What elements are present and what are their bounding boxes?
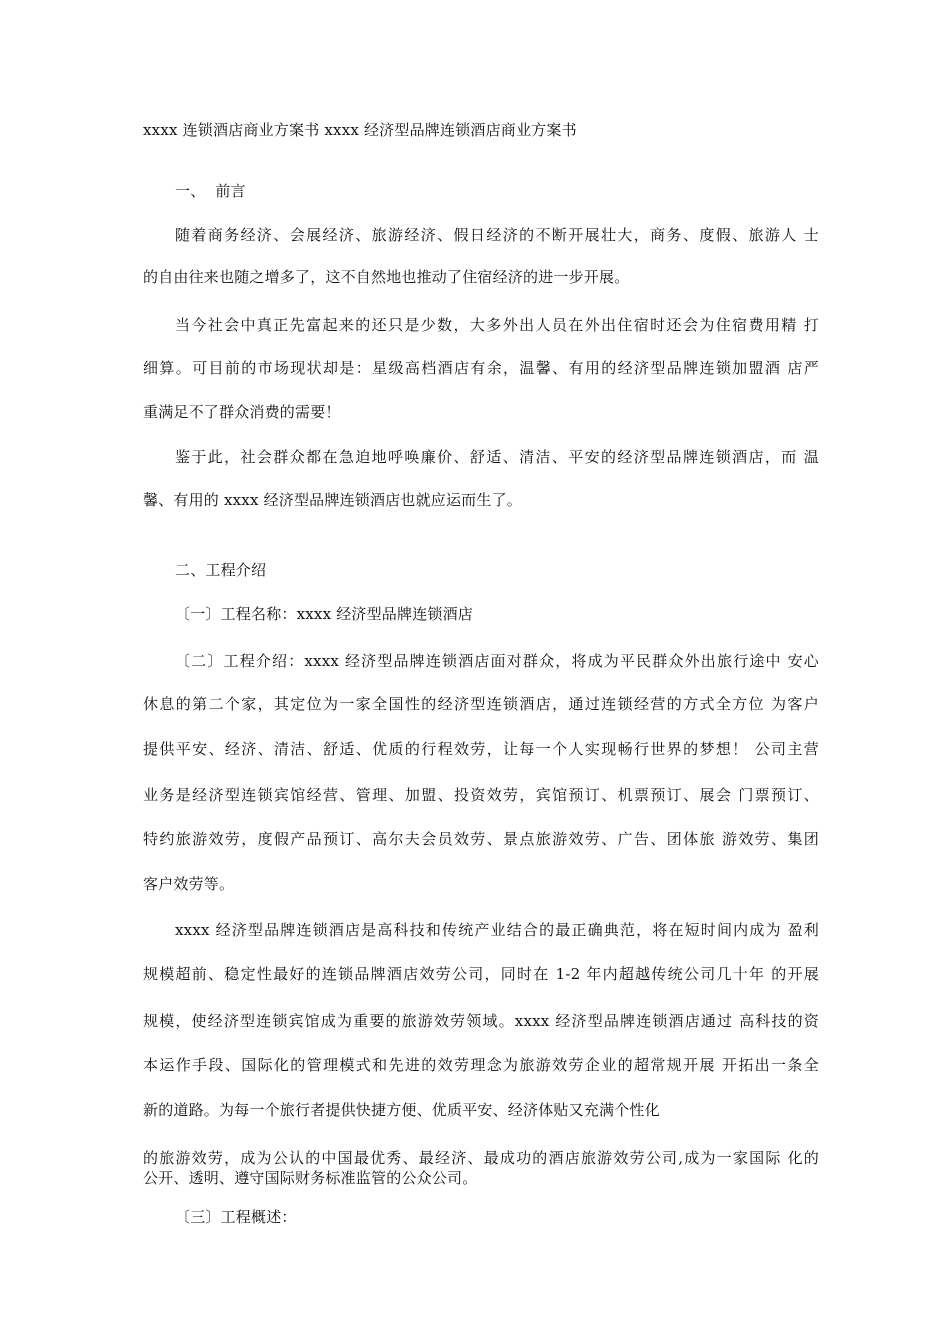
paragraph-line: 的自由往来也随之增多了，这不自然地也推动了住宿经济的进一步开展。: [143, 268, 630, 286]
paragraph-line: 鉴于此，社会群众都在急迫地呼唤廉价、舒适、清洁、平安的经济型品牌连锁酒店，而 温: [175, 448, 819, 466]
paragraph-line: 新的道路。为每一个旅行者提供快捷方便、优质平安、经济体贴又充满个性化: [143, 1101, 660, 1119]
paragraph-line: 休息的第二个家，其定位为一家全国性的经济型连锁酒店，通过连锁经营的方式全方位 为客户: [143, 695, 819, 713]
paragraph-line: 细算。可目前的市场现状却是：星级高档酒店有余，温馨、有用的经济型品牌连锁加盟酒 店严: [143, 359, 819, 377]
paragraph-line: 馨、有用的 xxxx 经济型品牌连锁酒店也就应运而生了。: [143, 491, 522, 509]
paragraph-line: 业务是经济型连锁宾馆经营、管理、加盟、投资效劳，宾馆预订、机票预订、展会 门票预订、: [143, 786, 819, 804]
paragraph-line: 〔二〕工程介绍：xxxx 经济型品牌连锁酒店面对群众，将成为平民群众外出旅行途中 安心: [175, 652, 819, 670]
paragraph-line: 特约旅游效劳，度假产品预订、高尔夫会员效劳、景点旅游效劳、广告、团体旅 游效劳、集团: [143, 830, 819, 848]
paragraph-line: 随着商务经济、会展经济、旅游经济、假日经济的不断开展壮大，商务、度假、旅游人 士: [175, 226, 819, 244]
section-heading-preface: 一、 前言: [175, 182, 246, 200]
paragraph-line: 提供平安、经济、清洁、舒适、优质的行程效劳，让每一个人实现畅行世界的梦想！ 公司主营: [143, 740, 819, 758]
paragraph-line: 公开、透明、遵守国际财务标准监管的公众公司。: [143, 1169, 478, 1187]
paragraph-line: 客户效劳等。: [143, 875, 235, 893]
section-heading-project: 二、工程介绍: [175, 561, 267, 579]
project-name-item: 〔一〕工程名称：xxxx 经济型品牌连锁酒店: [175, 605, 474, 623]
paragraph-line: xxxx 经济型品牌连锁酒店是高科技和传统产业结合的最正确典范，将在短时间内成为 盈利: [175, 921, 819, 939]
paragraph-line: 重满足不了群众消费的需要！: [143, 403, 341, 421]
paragraph-line: 当今社会中真正先富起来的还只是少数，大多外出人员在外出住宿时还会为住宿费用精 打: [175, 316, 819, 334]
paragraph-line: 规模超前、稳定性最好的连锁品牌酒店效劳公司，同时在 1-2 年内超越传统公司几十年 的开展: [143, 965, 819, 983]
paragraph-line: 规模，使经济型连锁宾馆成为重要的旅游效劳领域。xxxx 经济型品牌连锁酒店通过 高科技的资: [143, 1012, 819, 1030]
paragraph-line: 的旅游效劳，成为公认的中国最优秀、最经济、最成功的酒店旅游效劳公司,成为一家国际 化的: [143, 1149, 819, 1167]
document-title: xxxx 连锁酒店商业方案书 xxxx 经济型品牌连锁酒店商业方案书: [143, 121, 577, 139]
project-overview-item: 〔三〕工程概述：: [175, 1208, 297, 1226]
paragraph-line: 本运作手段、国际化的管理模式和先进的效劳理念为旅游效劳企业的超常规开展 开拓出一条全: [143, 1056, 819, 1074]
